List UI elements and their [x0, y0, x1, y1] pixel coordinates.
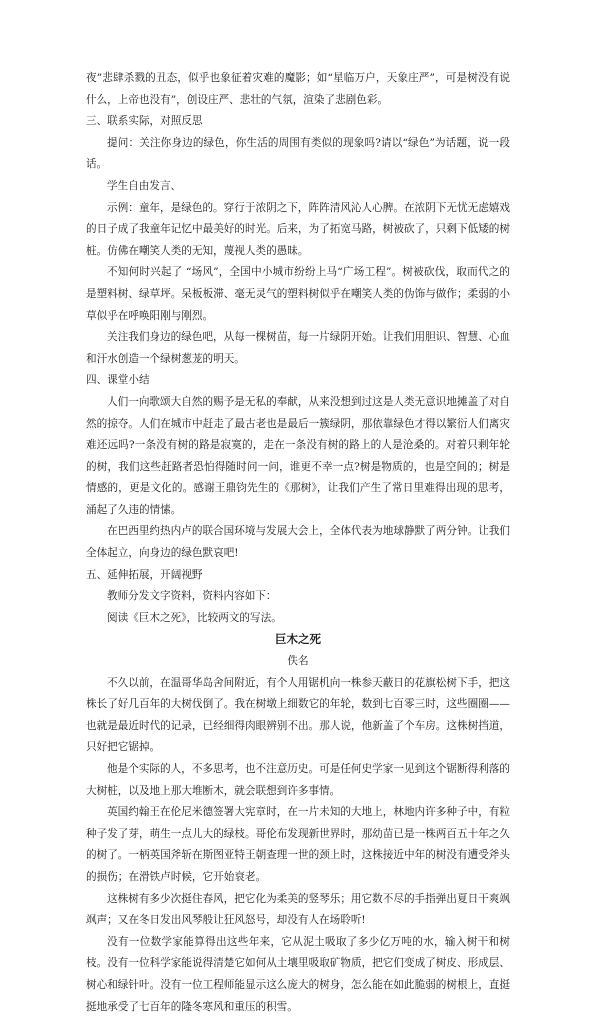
article-title: 巨木之死 — [275, 632, 321, 647]
article-author: 佚名 — [287, 655, 309, 668]
article-paragraph: 这株树有多少次挺住春风，把它化为柔美的竖琴乐；用它数不尽的手指弹出夏日干爽飒飒声；又在冬日发出风琴般让狂风怒号，却没有人在场聆听! — [86, 892, 510, 927]
paragraph: 关注我们身边的绿色吧，从每一棵树苗，每一片绿阴开始。让我们用胆识、智慧、心血和汗水创造一个绿树葱茏的明天。 — [86, 331, 510, 365]
document-page — [86, 68, 510, 1018]
article-paragraph: 不久以前，在温哥华岛舍间附近，有个人用锯机向一株参天蔽日的花旗松树下手，把这株长了好几百年的大树伐倒了。我在树墩上细数它的年轮，数到七百零三时，这些圈圈——也就是最近时代的记录，已经细得肉眼辨别不出。那人说，他新盖了个车房。这株树挡道，只好把它锯掉。 — [86, 676, 510, 754]
paragraph: 示例：童年，是绿色的。穿行于浓阴之下，阵阵清风沁人心脾。在浓阴下无忧无虑嬉戏的日子成了我童年记忆中最美好的时光。后来，为了拓宽马路，树被砍了，只剩下低矮的树桩。仿佛在嘲笑人类的无知，蔑视人类的愚昧。 — [86, 201, 510, 257]
section-heading: 五、延伸拓展，开阔视野 — [86, 568, 203, 581]
section-heading: 三、联系实际，对照反思 — [86, 115, 203, 128]
article-paragraph: 英国约翰王在伦尼米德签署大宪章时，在一片未知的大地上，林地内许多种子中，有粒种子发了芽，萌生一点儿大的绿枝。哥伦布发现新世界时，那幼苗已是一株两百五十年之久的树了。一柄英国斧斩在斯图亚特王朝查理一世的颈上时，这株接近中年的树没有遭受斧头的损伤；在滑铁卢时候，它开始衰老。 — [86, 806, 510, 883]
paragraph: 教师分发文字资料，资料内容如下： — [107, 590, 277, 603]
lesson-plan-section — [86, 68, 510, 629]
article-paragraph: 他是个实际的人，不多思考，也不注意历史。可是任何史学家一见到这个锯断得利落的大树桩，以及地上那大堆断木，就会联想到许多事情。 — [86, 763, 510, 797]
paragraph: 不知何时兴起了 “场风”，全国中小城市纷纷上马“广场工程”。树被砍伐，取而代之的是塑料树、绿草坪。呆板板滞、毫无灵气的塑料树似乎在嘲笑人类的伪饰与做作；柔弱的小草似乎在呼唤阳刚与刚烈。 — [86, 266, 510, 322]
section-heading: 四、课堂小结 — [86, 374, 150, 387]
paragraph: 阅读《巨木之死》，比较两文的写法。 — [107, 611, 282, 624]
paragraph: 人们一向歌颂大自然的赐予是无私的奉献，从来没想到过这是人类无意识地摊盖了对自然的掠夺。人们在城市中赶走了最古老也是最后一簇绿阴，那依靠绿色才得以繁衍人们离灾难还远吗?一条没有树的路是寂寞的，走在一条没有树的路上的人是沧桑的。对着只剩年轮的树，我们这些赶路者恐怕得随时问一问，谁更不幸一点?树是物质的，也是空间的；树是情感的，更是文化的。感谢王鼎钧先生的《那树》，让我们产生了常日里难得出现的思考，涌起了久违的情愫。 — [86, 395, 510, 516]
article-paragraph: 没有一位数学家能算得出这些年来，它从泥土吸取了多少亿万吨的水，输入树干和树枝。没有一位科学家能说得清楚它如何从土壤里吸取矿物质，把它们变成了树皮、形成层、树心和绿针叶。没有一位工程师能显示这么庞大的树身，怎么能在如此脆弱的树根上，直挺挺地承受了七百年的隆冬寒风和重压的积雪。 — [86, 935, 510, 1013]
paragraph: 提问：关注你身边的绿色，你生活的周围有类似的现象吗?请以“绿色”为话题，说一段话。 — [86, 136, 510, 171]
paragraph: 在巴西里约热内卢的联合国环境与发展大会上，全体代表为地球静默了两分钟。让我们全体起立，向身边的绿色默哀吧! — [86, 525, 510, 560]
paragraph: 学生自由发言、 — [107, 179, 182, 192]
article-body — [86, 673, 510, 1018]
paragraph: 夜”悲肆杀戮的丑态，似乎也象征着灾难的魔影；如“星临万户，天象庄严”，可是树没有说什么，上帝也没有”，创设庄严、悲壮的气氛，渲染了悲剧色彩。 — [86, 72, 510, 106]
